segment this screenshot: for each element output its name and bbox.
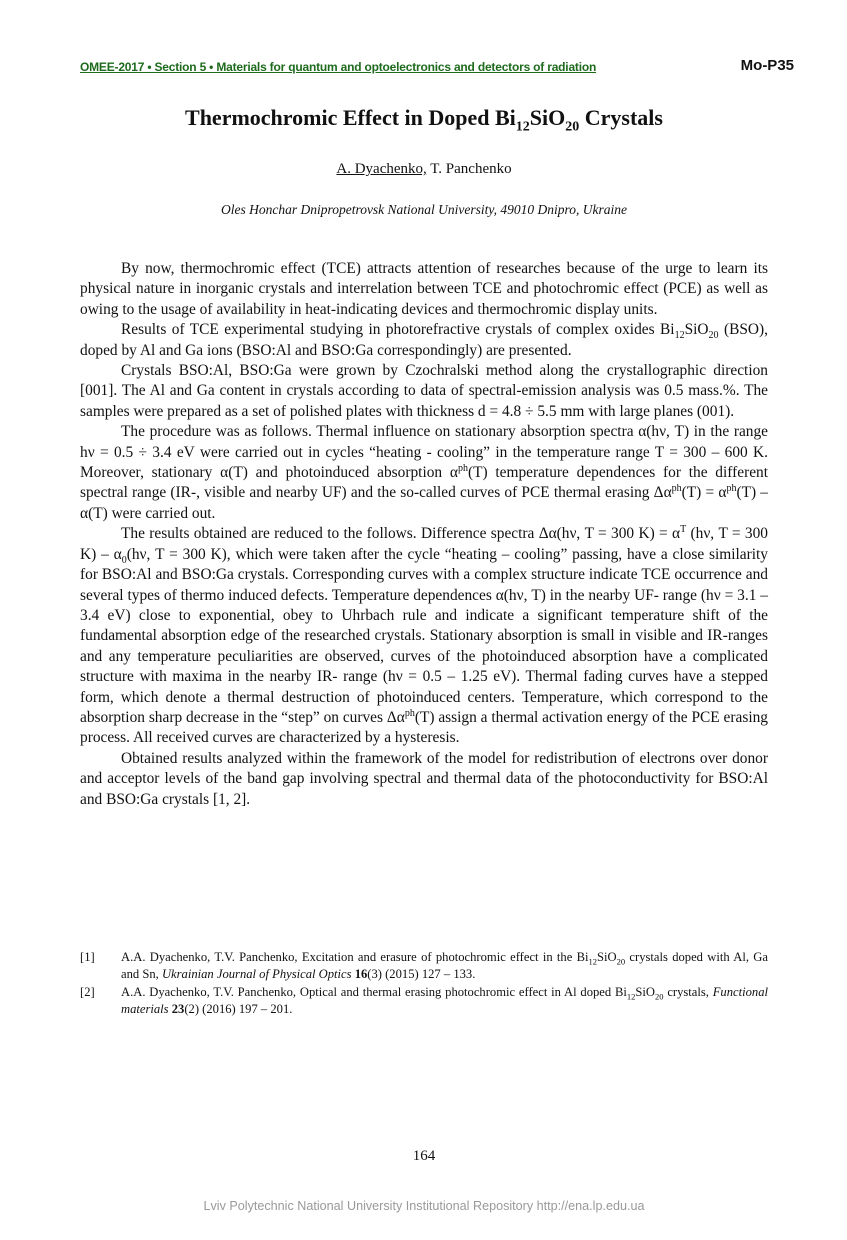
text-run: (3) (2015) 127 – 133. xyxy=(367,966,476,981)
text-run: The results obtained are reduced to the follows. Difference spectra Δα(hν, T = 300 K) = α xyxy=(121,525,681,543)
page-number: 164 xyxy=(412,1148,436,1164)
text-run: crystals doped with Al, Ga and Sn, xyxy=(121,950,768,981)
conference-header: OMEE-2017 • Section 5 • Materials for quantum and optoelectronics and detectors of radiation xyxy=(80,60,597,74)
subscript: 20 xyxy=(708,330,719,342)
text-run: Results of TCE experimental studying in photorefractive crystals of complex oxides Bi xyxy=(121,321,675,339)
affiliation: Oles Honchar Dnipropetrovsk National University, 49010 Dnipro, Ukraine xyxy=(220,202,628,217)
text-run: The procedure was as follows. Thermal influence on stationary absorption spectra α(hν, T) in the range hν = 0.5 ÷ 3.4 eV were carried out in cycles “heating - cooling” in the temperature range T = 300 – 600 K. Moreover, stationary α(T) and photoinduced absorption α xyxy=(80,423,768,482)
running-header xyxy=(80,57,800,79)
title-part: Crystals xyxy=(579,105,663,130)
subscript: 12 xyxy=(626,991,636,1002)
text-run: (hν, T = 300 K), which were taken after the cycle “heating – cooling” passing, have a close similarity for BSO:Al and BSO:Ga crystals. Corresponding curves with a complex structure indicate TCE occurrence and several types of thermo induced defects. Temperature dependences α(hν, T) in the nearby UF- range (hν = 3.1 – 3.4 eV) close to exponential, obey to Uhrbach rule and indicate a significant temperature shift of the fundamental absorption edge of the researched crystals. Stationary absorption is small in visible and IR-ranges and any temperature peculiarities are observed, curves of the photoinduced absorption have a complicated structure with maxima in the nearby IR- range (hν = 0.5 – 1.25 eV). Thermal fading curves have a stepped form, which denote a thermal destruction of photoinduced centers. Temperature, which correspond to the absorption sharp decrease in the “step” on curves Δα xyxy=(80,545,768,726)
superscript: ph xyxy=(671,483,682,495)
references xyxy=(80,949,768,1019)
reference-number: [1] xyxy=(80,950,95,964)
paragraph: Crystals BSO:Al, BSO:Ga were grown by Czochralski method along the crystallographic direction [001]. The Al and Ga content in crystals according to data of spectral-emission analysis was 0.5 mass.%. The samples were prepared as a set of polished plates with thickness d = 4.8 ÷ 5.5 mm with large planes (001). xyxy=(80,362,768,420)
text-run: A.A. Dyachenko, T.V. Panchenko, Excitation and erasure of photochromic effect in the Bi xyxy=(121,950,589,964)
title-subscript: 12 xyxy=(515,119,530,135)
authors xyxy=(80,161,768,178)
text-run: SiO xyxy=(597,950,617,964)
text-run: crystals, xyxy=(663,985,713,1000)
journal-name: Ukrainian Journal of Physical Optics xyxy=(161,966,352,981)
superscript: ph xyxy=(457,462,468,474)
paper-id: Mo-P35 xyxy=(740,57,794,74)
reference-number: [2] xyxy=(80,985,95,1000)
repository-footer: Lviv Polytechnic National University Institutional Repository http://ena.lp.edu.ua xyxy=(203,1199,645,1213)
title-part: SiO xyxy=(529,105,566,130)
paper-title xyxy=(80,105,768,135)
volume-number: 23 xyxy=(171,1001,185,1016)
text-run: (T) – α(T) were carried out. xyxy=(80,484,768,522)
abstract-body xyxy=(80,259,768,810)
subscript: 12 xyxy=(674,330,685,342)
text-run: (T) temperature dependences for the different spectral range (IR-, visible and nearby UF) and the so-called curves of PCE thermal erasing Δα xyxy=(80,464,768,502)
title-part: Thermochromic Effect in Doped Bi xyxy=(185,105,516,130)
reference-item xyxy=(80,984,768,1017)
paragraph xyxy=(80,320,768,361)
subscript: 0 xyxy=(121,554,127,566)
text-run: (T) = α xyxy=(681,484,727,502)
reference-text xyxy=(121,949,768,982)
paragraph xyxy=(80,524,768,748)
superscript: T xyxy=(680,524,687,536)
text-run: A.A. Dyachenko, T.V. Panchenko, Optical and thermal erasing photochromic effect in Al doped Bi xyxy=(121,985,627,1000)
paragraph: Obtained results analyzed within the framework of the model for redistribution of electrons over donor and acceptor levels of the band gap involving spectral and thermal data of the photoconductivity for BSO:Al and BSO:Ga crystals [1, 2]. xyxy=(80,749,768,808)
superscript: ph xyxy=(726,483,737,495)
reference-text xyxy=(121,984,768,1017)
subscript: 20 xyxy=(616,956,626,967)
text-run: (2) (2016) 197 – 201. xyxy=(184,1001,293,1016)
journal-name: Functional materials xyxy=(121,985,768,1016)
text-run: SiO xyxy=(635,985,656,1000)
title-subscript: 20 xyxy=(565,119,580,135)
reference-item xyxy=(80,949,768,982)
text-run: (BSO), doped by Al and Ga ions (BSO:Al and BSO:Ga correspondingly) are presented. xyxy=(80,321,769,359)
subscript: 20 xyxy=(655,991,664,1002)
text-run: (hν, T = 300 K) – α xyxy=(80,525,768,563)
presenting-author: A. Dyachenko, xyxy=(336,161,427,177)
text-run: SiO xyxy=(684,321,709,339)
subscript: 12 xyxy=(588,956,598,967)
paragraph xyxy=(80,422,768,524)
text-run: (T) assign a thermal activation energy of the PCE erasing process. All received curves are characterized by a hysteresis. xyxy=(80,708,768,747)
co-authors: T. Panchenko xyxy=(426,161,512,177)
paragraph: By now, thermochromic effect (TCE) attracts attention of researches because of the urge to learn its physical nature in inorganic crystals and interrelation between TCE and photochromic effect (PCE) as well as owing to the usage of availability in heat-indicating devices and thermochromic display units. xyxy=(80,260,768,318)
volume-number: 16 xyxy=(354,966,368,981)
superscript: ph xyxy=(404,707,415,719)
